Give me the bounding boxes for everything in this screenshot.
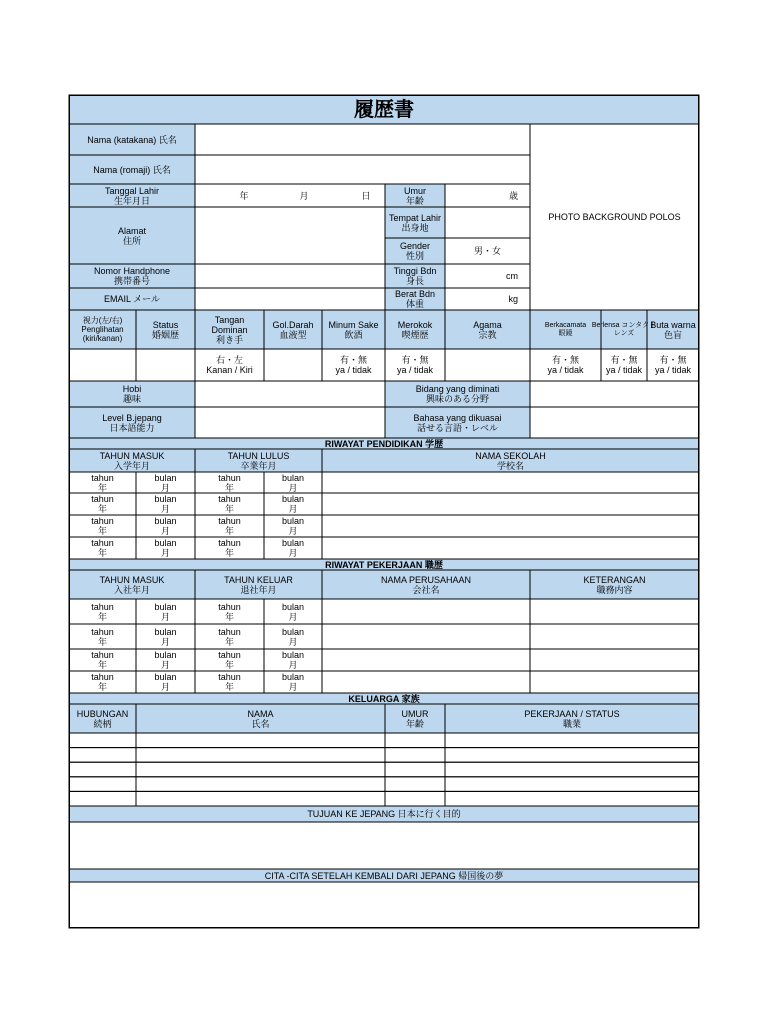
edu-grad-year-content-text: 年 [224, 526, 234, 536]
name-romaji-field[interactable] [195, 155, 530, 184]
attr-header-3 [264, 310, 322, 349]
edu-school-field[interactable] [322, 472, 699, 493]
work-exit-month-content-text: 月 [288, 682, 298, 692]
birth-place-field[interactable] [445, 207, 530, 238]
japanese-level-field[interactable] [195, 407, 385, 438]
edu-entry-year-content-text: tahun [91, 472, 114, 483]
family-header-relation-text: HUBUNGAN [76, 708, 129, 719]
weight-label [385, 288, 445, 310]
edu-grad-month-content-text: 月 [288, 504, 298, 514]
work-header-description-text: KETERANGAN [583, 574, 646, 585]
address-label [69, 207, 195, 264]
edu-grad-year-content-text: tahun [218, 516, 241, 526]
education-header-school-text: 学校名 [496, 460, 524, 471]
family-relation-field[interactable] [69, 777, 136, 792]
attr-value-8-content [601, 349, 647, 381]
work-entry-year-content-text: 年 [97, 611, 107, 622]
attr-value-9-content-text: 有・無 [659, 355, 687, 365]
attr-value-5-content-text: ya / tidak [396, 365, 434, 375]
attr-value-4-content [322, 349, 385, 381]
edu-entry-year-content [69, 537, 136, 559]
attr-value-2-content [195, 349, 264, 381]
attr-value-2-content-text: 右・左 [215, 355, 243, 365]
family-relation-field[interactable] [69, 762, 136, 777]
work-exit-year-content-text: tahun [218, 672, 241, 682]
education-header-entry-text: 入学年月 [113, 460, 150, 471]
edu-grad-year-content-text: 年 [224, 482, 234, 493]
edu-grad-year-content [195, 472, 264, 493]
birth-month-unit-text: 月 [299, 190, 309, 201]
attr-value-6[interactable] [445, 349, 530, 381]
work-company-field[interactable] [322, 671, 530, 693]
attr-header-4 [322, 310, 385, 349]
attr-header-2-text: 利き手 [215, 334, 243, 345]
work-entry-month-content [136, 624, 195, 649]
hobby-label-text: 趣味 [122, 394, 141, 404]
family-relation-field[interactable] [69, 733, 136, 748]
field-interest-label-text: Bidang yang diminati [415, 384, 500, 394]
work-entry-year-content-text: tahun [91, 672, 114, 682]
attr-header-1 [136, 310, 195, 349]
family-header-age [385, 704, 445, 733]
edu-school-field[interactable] [322, 537, 699, 559]
attr-header-4-text: Minum Sake [328, 319, 379, 330]
work-entry-year-content-text: tahun [91, 601, 114, 612]
birth-place-label [385, 207, 445, 238]
age-unit [445, 184, 530, 207]
work-entry-year-content [69, 649, 136, 671]
work-exit-month-content [264, 624, 322, 649]
height-label-text: 身長 [405, 276, 424, 286]
weight-unit [445, 288, 530, 310]
work-company-field[interactable] [322, 624, 530, 649]
weight-label-text: Berat Bdn [394, 289, 436, 299]
work-title [69, 559, 699, 570]
family-header-job-text: 職業 [562, 718, 581, 729]
japanese-level-label-text: Level B.jepang [102, 412, 162, 423]
work-exit-year-content [195, 649, 264, 671]
work-entry-month-content-text: bulan [154, 626, 177, 637]
email-field[interactable] [195, 288, 385, 310]
age-unit-text: 歳 [508, 190, 518, 201]
resume-form [69, 95, 699, 928]
work-header-exit-text: TAHUN KELUAR [224, 574, 293, 585]
edu-entry-year-content [69, 515, 136, 537]
height-label [385, 264, 445, 288]
attr-header-1-text: 婚姻歴 [151, 329, 179, 340]
work-entry-year-content-text: 年 [97, 682, 107, 692]
form-title-text: 履歴書 [354, 98, 414, 121]
attr-header-9-text: 色盲 [663, 329, 682, 340]
family-relation-field[interactable] [69, 791, 136, 806]
work-entry-year-content [69, 671, 136, 693]
edu-grad-month-content [264, 472, 322, 493]
languages-label-text: Bahasa yang dikuasai [413, 412, 502, 423]
edu-grad-year-content [195, 493, 264, 515]
work-entry-year-content-text: tahun [91, 626, 114, 637]
edu-grad-year-content-text: tahun [218, 538, 241, 548]
education-title-text: RIWAYAT PENDIDIKAN 学歴 [324, 438, 444, 449]
edu-entry-year-content-text: 年 [97, 504, 107, 514]
name-katakana-label-text: Nama (katakana) 氏名 [87, 134, 177, 145]
edu-grad-month-content-text: bulan [281, 472, 305, 483]
email-label-text: EMAIL メール [104, 294, 160, 304]
hobby-label [69, 381, 195, 407]
family-age-field[interactable] [385, 733, 445, 748]
attr-header-8-text: レンズ [613, 329, 635, 337]
birth-date-label-text: Tanggal Lahir [104, 185, 160, 196]
edu-grad-month-content-text: 月 [288, 526, 298, 536]
edu-entry-month-content [136, 515, 195, 537]
height-label-text: Tinggi Bdn [393, 266, 437, 276]
attr-header-7-text: Berkacamata [544, 321, 587, 329]
work-entry-month-content-text: 月 [160, 611, 170, 622]
work-description-field[interactable] [530, 599, 699, 624]
education-header-school [322, 449, 699, 472]
work-entry-month-content-text: 月 [160, 636, 170, 647]
education-header-graduate-text: TAHUN LULUS [227, 450, 290, 461]
attr-value-7-content-text: ya / tidak [547, 365, 584, 375]
attr-header-5-text: Merokok [397, 319, 433, 330]
attr-value-1[interactable] [136, 349, 195, 381]
edu-entry-year-content-text: 年 [97, 482, 107, 493]
birth-year-unit-text: 年 [239, 190, 249, 201]
work-exit-year-content-text: 年 [224, 682, 234, 692]
attr-header-7 [530, 310, 601, 349]
edu-grad-month-content [264, 515, 322, 537]
edu-school-field[interactable] [322, 515, 699, 537]
work-entry-year-content-text: 年 [97, 636, 107, 647]
attr-header-2-text: Tangan [214, 314, 245, 325]
work-header-exit-text: 退社年月 [240, 584, 277, 595]
family-job-field[interactable] [445, 748, 699, 763]
gender-label-text: 性別 [405, 251, 424, 261]
work-title-text: RIWAYAT PEKERJAAN 職歴 [325, 559, 443, 570]
work-entry-year-content-text: tahun [91, 650, 114, 660]
attr-header-3-text: Gol.Darah [272, 319, 314, 330]
family-job-field[interactable] [445, 791, 699, 806]
birth-place-label-text: 出身地 [401, 222, 429, 233]
edu-grad-year-content-text: tahun [218, 472, 241, 483]
name-katakana-label [69, 124, 195, 155]
edu-entry-month-content-text: bulan [154, 494, 177, 504]
edu-grad-month-content [264, 537, 322, 559]
edu-entry-year-content [69, 472, 136, 493]
family-header-relation-text: 続柄 [93, 718, 112, 729]
family-header-age-text: UMUR [401, 708, 429, 719]
family-job-field[interactable] [445, 733, 699, 748]
work-entry-year-content-text: 年 [97, 660, 107, 670]
work-exit-month-content-text: bulan [281, 601, 305, 612]
edu-entry-year-content-text: tahun [91, 516, 114, 526]
attr-value-7-content-text: 有・無 [551, 355, 579, 365]
edu-grad-year-content [195, 515, 264, 537]
family-header-name-text: NAMA [247, 708, 274, 719]
gender-label [385, 238, 445, 264]
address-label-text: Alamat [117, 225, 146, 236]
edu-grad-year-content-text: 年 [224, 548, 234, 558]
edu-entry-month-content-text: 月 [160, 504, 170, 514]
work-exit-year-content [195, 671, 264, 693]
birth-month-unit [279, 184, 329, 207]
edu-entry-month-content [136, 493, 195, 515]
work-entry-month-content-text: 月 [160, 682, 170, 692]
attr-header-0-text: (kiri/kanan) [82, 334, 123, 343]
work-description-field[interactable] [530, 649, 699, 671]
edu-entry-year-content-text: tahun [91, 494, 114, 504]
work-exit-month-content [264, 649, 322, 671]
future-plan-title [69, 869, 699, 882]
family-header-job [445, 704, 699, 733]
work-entry-month-content-text: bulan [154, 650, 177, 660]
attr-value-5-content [385, 349, 445, 381]
edu-grad-month-content-text: 月 [288, 548, 298, 558]
age-label-text: 年齢 [405, 195, 424, 206]
japanese-level-label-text: 日本語能力 [109, 422, 155, 433]
name-romaji-label-text: Nama (romaji) 氏名 [93, 164, 171, 175]
edu-entry-month-content-text: bulan [154, 538, 177, 548]
edu-grad-year-content [195, 537, 264, 559]
height-unit-text: cm [506, 271, 518, 281]
work-company-field[interactable] [322, 599, 530, 624]
attr-header-6 [445, 310, 530, 349]
form-title [69, 95, 699, 124]
work-exit-month-content-text: bulan [281, 626, 305, 637]
attr-value-0[interactable] [69, 349, 136, 381]
hobby-label-text: Hobi [122, 384, 142, 394]
email-label [69, 288, 195, 310]
work-header-company-text: 会社名 [412, 584, 440, 595]
weight-unit-text: kg [508, 294, 518, 304]
attr-header-1-text: Status [152, 319, 179, 330]
family-header-job-text: PEKERJAAN / STATUS [524, 708, 620, 719]
edu-grad-month-content-text: bulan [281, 538, 305, 548]
education-header-graduate [195, 449, 322, 472]
education-header-entry [69, 449, 195, 472]
education-title [69, 438, 699, 449]
work-entry-month-content-text: bulan [154, 672, 177, 682]
attr-value-4-content-text: ya / tidak [335, 365, 372, 375]
work-exit-month-content-text: 月 [288, 636, 298, 647]
edu-grad-month-content-text: 月 [288, 482, 298, 493]
education-header-entry-text: TAHUN MASUK [99, 450, 165, 461]
edu-entry-year-content-text: tahun [91, 538, 114, 548]
work-header-entry-text: 入社年月 [113, 584, 150, 595]
family-header-relation [69, 704, 136, 733]
name-katakana-field[interactable] [195, 124, 530, 155]
birth-year-unit [219, 184, 269, 207]
attr-value-4-content-text: 有・無 [339, 355, 367, 365]
edu-entry-month-content-text: 月 [160, 482, 170, 493]
attr-header-5-text: 喫煙歴 [401, 329, 429, 340]
birth-place-label-text: Tempat Lahir [388, 212, 442, 223]
work-entry-year-content [69, 624, 136, 649]
attr-header-8-text: Berlensa コンタクト [591, 321, 657, 329]
attr-header-5 [385, 310, 445, 349]
family-age-field[interactable] [385, 791, 445, 806]
attr-header-8 [591, 310, 657, 349]
edu-entry-year-content-text: 年 [97, 548, 107, 558]
family-name-field[interactable] [136, 733, 385, 748]
attr-header-2 [195, 310, 264, 349]
attr-header-6-text: 宗教 [478, 329, 497, 340]
languages-label-text: 話せる言語・レベル [416, 422, 498, 433]
edu-entry-month-content [136, 537, 195, 559]
edu-school-field[interactable] [322, 493, 699, 515]
family-header-name [136, 704, 385, 733]
work-exit-month-content [264, 671, 322, 693]
attr-value-3[interactable] [264, 349, 322, 381]
family-age-field[interactable] [385, 762, 445, 777]
work-entry-month-content [136, 649, 195, 671]
work-entry-month-content [136, 599, 195, 624]
work-exit-month-content [264, 599, 322, 624]
photo-placeholder [530, 124, 699, 310]
work-description-field[interactable] [530, 624, 699, 649]
attr-header-2-text: Dominan [211, 324, 248, 335]
phone-label-text: 携帯番号 [113, 276, 150, 286]
work-exit-year-content-text: tahun [218, 601, 241, 612]
family-name-field[interactable] [136, 791, 385, 806]
phone-label-text: Nomor Handphone [93, 266, 171, 276]
work-header-entry-text: TAHUN MASUK [99, 574, 165, 585]
weight-label-text: 体重 [405, 299, 424, 309]
phone-label [69, 264, 195, 288]
birth-day-unit [341, 184, 391, 207]
work-header-entry [69, 570, 195, 599]
work-header-description-text: 職務内容 [596, 584, 633, 595]
gender-label-text: Gender [399, 241, 431, 251]
family-name-field[interactable] [136, 762, 385, 777]
gender-field-content [445, 238, 530, 264]
work-exit-year-content-text: 年 [224, 611, 234, 622]
height-unit [445, 264, 530, 288]
attr-header-9-text: Buta warna [650, 319, 696, 330]
work-entry-year-content [69, 599, 136, 624]
purpose-field[interactable] [69, 822, 699, 869]
edu-entry-month-content-text: 月 [160, 526, 170, 536]
family-job-field[interactable] [445, 777, 699, 792]
work-exit-month-content-text: 月 [288, 611, 298, 622]
attr-value-7-content [530, 349, 601, 381]
attr-value-9-content [647, 349, 699, 381]
edu-entry-year-content [69, 493, 136, 515]
work-exit-month-content-text: 月 [288, 660, 298, 670]
work-entry-month-content [136, 671, 195, 693]
attr-header-0-text: 視力(左/右) [82, 316, 123, 325]
work-entry-month-content-text: 月 [160, 660, 170, 670]
japanese-level-label [69, 407, 195, 438]
work-header-exit [195, 570, 322, 599]
work-exit-year-content-text: 年 [224, 636, 234, 647]
work-exit-year-content [195, 624, 264, 649]
attr-header-9 [647, 310, 699, 349]
attr-header-3-text: 血液型 [279, 329, 307, 340]
work-company-field[interactable] [322, 649, 530, 671]
work-exit-month-content-text: bulan [281, 650, 305, 660]
birth-date-label [69, 184, 195, 207]
phone-field[interactable] [195, 264, 385, 288]
purpose-title [69, 806, 699, 822]
attr-header-6-text: Agama [473, 319, 502, 330]
work-header-description [530, 570, 699, 599]
address-field[interactable] [195, 207, 385, 264]
edu-grad-month-content-text: bulan [281, 516, 305, 526]
edu-grad-month-content [264, 493, 322, 515]
education-header-school-text: NAMA SEKOLAH [475, 450, 546, 461]
field-interest-field[interactable] [530, 381, 699, 407]
family-relation-field[interactable] [69, 748, 136, 763]
work-entry-month-content-text: bulan [154, 601, 177, 612]
work-exit-year-content-text: tahun [218, 626, 241, 637]
edu-grad-year-content-text: tahun [218, 494, 241, 504]
attr-value-5-content-text: 有・無 [401, 355, 429, 365]
gender-field-content-text: 男・女 [473, 246, 501, 256]
family-header-name-text: 氏名 [251, 718, 270, 729]
field-interest-label [385, 381, 530, 407]
family-name-field[interactable] [136, 748, 385, 763]
edu-entry-year-content-text: 年 [97, 526, 107, 536]
photo-placeholder-text: PHOTO BACKGROUND POLOS [548, 212, 681, 222]
edu-grad-year-content-text: 年 [224, 504, 234, 514]
family-title [69, 693, 699, 704]
languages-field[interactable] [530, 407, 699, 438]
attr-value-8-content-text: ya / tidak [605, 365, 643, 375]
family-header-age-text: 年齢 [405, 718, 424, 729]
edu-entry-month-content [136, 472, 195, 493]
attr-value-9-content-text: ya / tidak [654, 365, 692, 375]
family-age-field[interactable] [385, 748, 445, 763]
attr-value-2-content-text: Kanan / Kiri [206, 365, 253, 375]
age-label-text: Umur [404, 185, 426, 196]
edu-grad-month-content-text: bulan [281, 494, 305, 504]
education-header-graduate-text: 卒業年月 [240, 460, 277, 471]
field-interest-label-text: 興味のある分野 [425, 394, 489, 404]
attr-header-7-text: 眼鏡 [558, 329, 573, 337]
birth-day-unit-text: 日 [361, 190, 371, 201]
work-exit-month-content-text: bulan [281, 672, 305, 682]
attr-header-0-text: Penglihatan [81, 325, 124, 334]
address-label-text: 住所 [122, 235, 141, 246]
attr-value-8-content-text: 有・無 [610, 355, 638, 365]
languages-label [385, 407, 530, 438]
purpose-title-text: TUJUAN KE JEPANG 日本に行く目的 [307, 809, 461, 819]
work-description-field[interactable] [530, 671, 699, 693]
birth-date-label-text: 生年月日 [113, 195, 150, 206]
future-plan-title-text: CITA -CITA SETELAH KEMBALI DARI JEPANG 帰国後の夢 [264, 870, 504, 881]
future-plan-field[interactable] [69, 882, 699, 928]
work-exit-year-content [195, 599, 264, 624]
attr-header-4-text: 飲酒 [344, 329, 363, 340]
edu-entry-month-content-text: bulan [154, 472, 177, 483]
age-label [385, 184, 445, 207]
work-header-company [322, 570, 530, 599]
work-exit-year-content-text: 年 [224, 660, 234, 670]
attr-header-0 [69, 310, 136, 349]
hobby-field[interactable] [195, 381, 385, 407]
edu-entry-month-content-text: 月 [160, 548, 170, 558]
family-name-field[interactable] [136, 777, 385, 792]
work-header-company-text: NAMA PERUSAHAAN [380, 574, 472, 585]
family-job-field[interactable] [445, 762, 699, 777]
family-title-text: KELUARGA 家族 [348, 693, 420, 704]
family-age-field[interactable] [385, 777, 445, 792]
edu-entry-month-content-text: bulan [154, 516, 177, 526]
name-romaji-label [69, 155, 195, 184]
work-exit-year-content-text: tahun [218, 650, 241, 660]
